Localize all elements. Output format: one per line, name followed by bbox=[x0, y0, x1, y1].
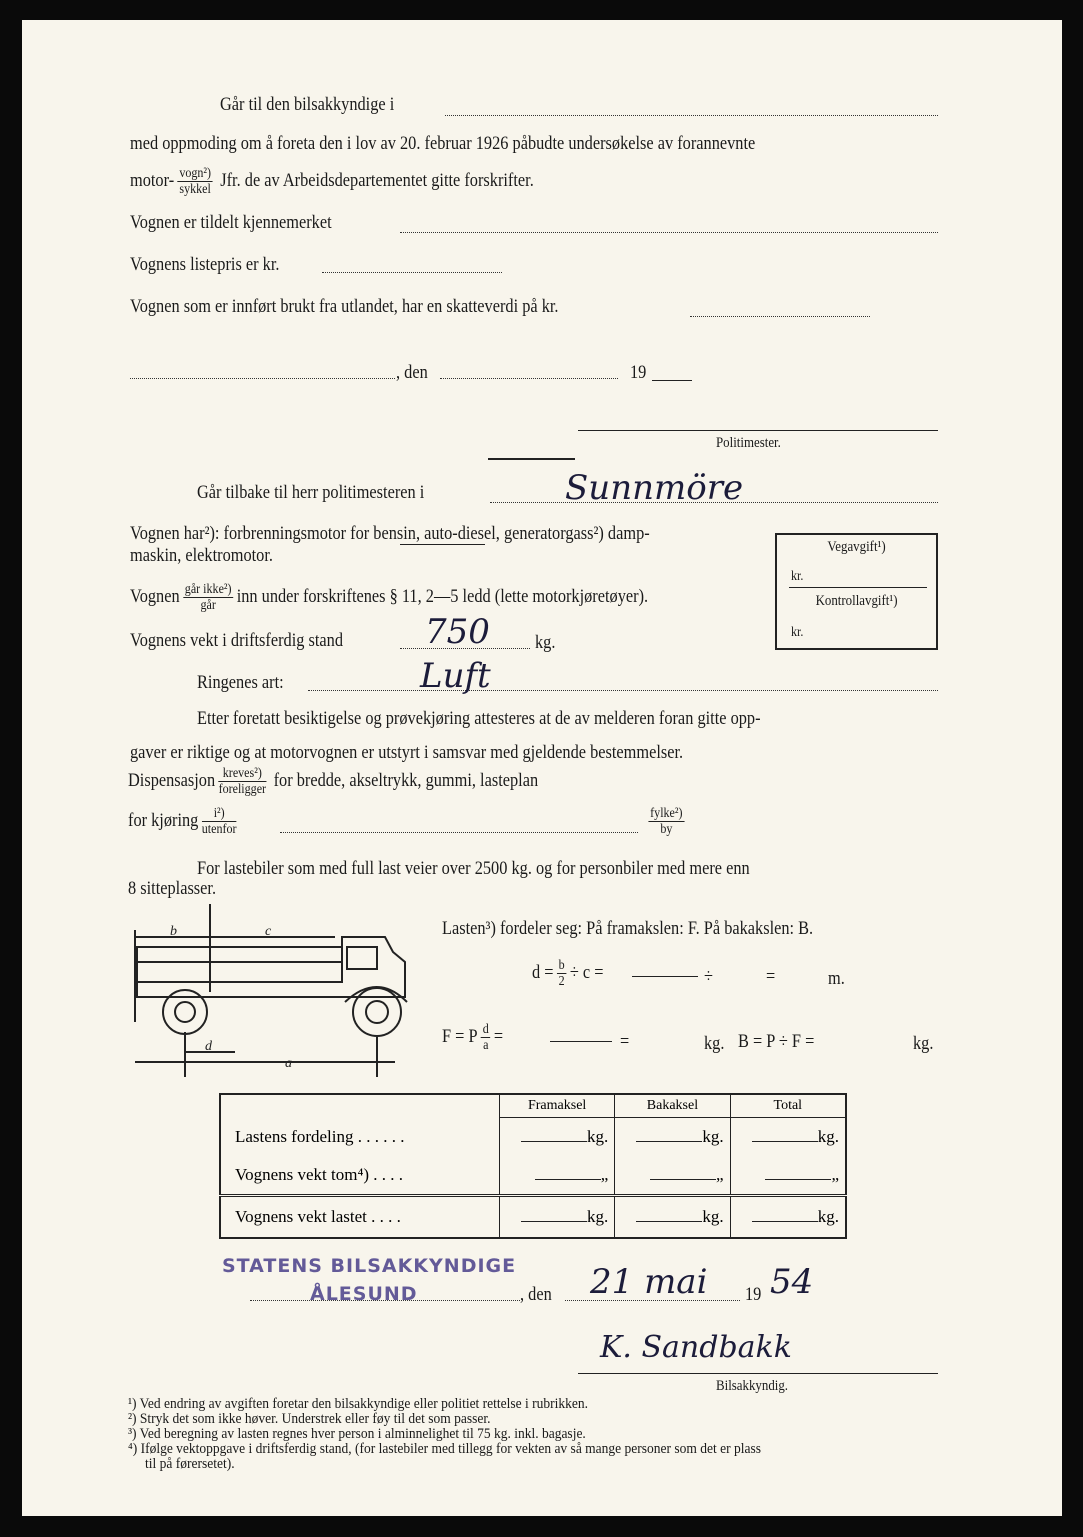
attest-line-1: Etter foretatt besiktigelse og prøvekjøring attesteres at de av melderen foran gitte opp- bbox=[197, 708, 761, 729]
header-rear-axle: Bakaksel bbox=[615, 1094, 730, 1118]
load-title: Lasten³) fordeler seg: På framakslen: F. På bakakslen: B. bbox=[442, 918, 814, 939]
class-prefix: Vognen bbox=[130, 585, 180, 607]
table-header-row bbox=[220, 1094, 846, 1118]
return-location-handwritten: Sunnmöre bbox=[565, 468, 744, 508]
diagram-label-a: a bbox=[285, 1056, 292, 1071]
rear-cell[interactable] bbox=[615, 1118, 730, 1156]
road-fee-field[interactable] bbox=[789, 587, 927, 588]
plate-field[interactable] bbox=[400, 232, 938, 233]
bensin-underline bbox=[400, 544, 485, 545]
frac-bottom: foreligger bbox=[218, 782, 267, 797]
header-total: Total bbox=[730, 1094, 846, 1118]
unit: kg. bbox=[702, 1207, 724, 1227]
police-title: Politimester. bbox=[716, 435, 781, 451]
divider bbox=[488, 458, 575, 460]
formula-2-fraction bbox=[481, 1022, 490, 1053]
frac-top: i²) bbox=[202, 806, 237, 822]
formula-1-mid: ÷ c = bbox=[569, 961, 604, 983]
den-label: , den bbox=[396, 362, 428, 383]
place-field-2[interactable] bbox=[250, 1300, 520, 1301]
unit: „ bbox=[716, 1165, 724, 1185]
year-prefix-2: 19 bbox=[745, 1284, 762, 1305]
rear-cell[interactable] bbox=[615, 1196, 730, 1238]
disp-prefix: Dispensasjon bbox=[128, 769, 216, 791]
tyres-handwritten: Luft bbox=[420, 656, 491, 696]
frac-bottom: går bbox=[200, 598, 216, 613]
attest-line-2: gaver er riktige og at motorvognen er utstyrt i samsvar med gjeldende bestemmelser. bbox=[130, 742, 684, 763]
unit: kg. bbox=[817, 1126, 839, 1146]
road-fee-kr: kr. bbox=[791, 569, 804, 584]
unit: kg. bbox=[702, 1126, 724, 1146]
frac-bottom: utenfor bbox=[201, 822, 237, 837]
drive-line bbox=[128, 806, 240, 837]
unit: kg. bbox=[587, 1207, 609, 1227]
to-expert-label: Går til den bilsakkyndige i bbox=[220, 94, 395, 115]
formula-1-eq: = bbox=[766, 966, 776, 987]
row-label: Vognens vekt lastet . . . . bbox=[220, 1196, 500, 1238]
formula-2 bbox=[442, 1022, 503, 1053]
engine-line-1: Vognen har²): forbrenningsmotor for bensin, auto-diesel, generatorgass²) damp- bbox=[130, 523, 650, 544]
formula-2-left: F = P bbox=[442, 1025, 478, 1047]
motor-line bbox=[130, 166, 534, 197]
rear-cell[interactable] bbox=[615, 1156, 730, 1196]
year-prefix: 19 bbox=[630, 362, 647, 383]
county-fraction bbox=[648, 806, 684, 837]
signature-line bbox=[578, 1373, 938, 1374]
list-price-label: Vognens listepris er kr. bbox=[130, 254, 280, 275]
return-label: Går tilbake til herr politimesteren i bbox=[197, 482, 425, 503]
frac-bottom: a bbox=[483, 1038, 489, 1053]
weight-label: Vognens vekt i driftsferdig stand bbox=[130, 630, 343, 651]
heavy-line-1: For lastebiler som med full last veier over 2500 kg. og for personbiler med mere enn bbox=[197, 858, 750, 879]
formula-1-unit: m. bbox=[828, 968, 845, 989]
signer-title: Bilsakkyndig. bbox=[716, 1378, 789, 1394]
fee-box bbox=[775, 533, 938, 650]
stamp-line-2: ÅLESUND bbox=[310, 1283, 418, 1305]
weight-handwritten: 750 bbox=[425, 612, 490, 652]
expert-location-field[interactable] bbox=[445, 115, 938, 116]
disp-fraction bbox=[219, 766, 266, 797]
class-fraction bbox=[183, 582, 233, 613]
frac-top: b bbox=[558, 958, 565, 973]
table-row bbox=[220, 1196, 846, 1238]
footnote-3: ³) Ved beregning av lasten regnes hver person i alminnelighet til 75 kg. inkl. bagasje. bbox=[128, 1426, 586, 1442]
weight-unit: kg. bbox=[535, 632, 556, 653]
police-signature-line bbox=[578, 430, 938, 431]
tyres-label: Ringenes art: bbox=[197, 672, 284, 693]
control-fee-label: Kontrollavgift¹) bbox=[815, 593, 898, 609]
signature: K. Sandbakk bbox=[600, 1330, 792, 1365]
formula-2-unit: kg. bbox=[704, 1033, 725, 1054]
formula-1-div: ÷ bbox=[704, 966, 713, 987]
motor-fraction bbox=[178, 166, 213, 197]
frac-top: fylke²) bbox=[650, 806, 683, 821]
date-handwritten: 21 mai bbox=[590, 1262, 708, 1302]
year-handwritten: 54 bbox=[770, 1262, 814, 1302]
diagram-label-c: c bbox=[265, 924, 272, 939]
front-cell[interactable] bbox=[500, 1196, 615, 1238]
unit: kg. bbox=[817, 1207, 839, 1227]
formula-2-eq: = bbox=[493, 1025, 504, 1047]
front-cell[interactable] bbox=[500, 1118, 615, 1156]
class-line bbox=[130, 582, 648, 613]
footnote-2: ²) Stryk det som ikke høver. Understrek eller føy til det som passer. bbox=[128, 1411, 491, 1427]
frac-bottom: 2 bbox=[558, 974, 565, 989]
request-text: med oppmoding om å foreta den i lov av 20. februar 1926 påbudte undersøkelse av forannevnte bbox=[130, 133, 756, 154]
motor-suffix: Jfr. de av Arbeidsdepartementet gitte forskrifter. bbox=[220, 169, 534, 191]
header-blank bbox=[220, 1094, 500, 1118]
frac-top: vogn²) bbox=[179, 166, 212, 181]
drive-fraction-2 bbox=[645, 806, 688, 837]
total-cell[interactable] bbox=[730, 1196, 846, 1238]
formula-1-blank[interactable] bbox=[632, 976, 698, 977]
place-field[interactable] bbox=[130, 378, 395, 379]
formula-1-left: d = bbox=[532, 961, 554, 983]
load-distribution-table bbox=[219, 1093, 847, 1239]
formula-2-b: B = P ÷ F = bbox=[738, 1031, 815, 1052]
truck-diagram bbox=[125, 902, 415, 1082]
front-cell[interactable] bbox=[500, 1156, 615, 1196]
diagram-label-b: b bbox=[170, 924, 177, 939]
footnote-4: ⁴) Ifølge vektoppgave i driftsferdig stand, (for lastebiler med tillegg for vekten av så mange personer som det er plass bbox=[128, 1441, 762, 1457]
footnote-1: ¹) Ved endring av avgiften foretar den bilsakkyndige eller politiet rettelse i rubrikken. bbox=[128, 1396, 589, 1412]
formula-1-fraction bbox=[557, 958, 566, 989]
control-fee-kr: kr. bbox=[791, 625, 804, 640]
motor-prefix: motor- bbox=[130, 169, 175, 191]
road-fee-label: Vegavgift¹) bbox=[827, 539, 886, 555]
formula-2-blank[interactable] bbox=[550, 1041, 612, 1042]
unit: „ bbox=[831, 1165, 839, 1185]
frac-bottom: sykkel bbox=[179, 182, 211, 197]
formula-2-eq2: = bbox=[620, 1031, 630, 1052]
total-cell[interactable] bbox=[730, 1118, 846, 1156]
unit: „ bbox=[600, 1165, 609, 1185]
frac-top: går ikke²) bbox=[184, 582, 232, 597]
footnote-4-cont: til på førersetet). bbox=[145, 1456, 235, 1472]
den-label-2: , den bbox=[520, 1284, 552, 1305]
table-row bbox=[220, 1118, 846, 1156]
tax-value-label: Vognen som er innført brukt fra utlandet, har en skatteverdi på kr. bbox=[130, 296, 559, 317]
frac-bottom: by bbox=[660, 822, 673, 837]
tyres-field[interactable] bbox=[308, 690, 938, 691]
drive-field[interactable] bbox=[280, 832, 638, 833]
frac-top: d bbox=[482, 1022, 489, 1037]
drive-fraction bbox=[202, 806, 237, 837]
table-row bbox=[220, 1156, 846, 1196]
class-suffix: inn under forskriftenes § 11, 2—5 ledd (lette motorkjøretøyer). bbox=[236, 585, 649, 607]
list-price-field[interactable] bbox=[322, 272, 502, 273]
diagram-label-d: d bbox=[205, 1039, 212, 1054]
header-front-axle: Framaksel bbox=[500, 1094, 615, 1118]
row-label: Lastens fordeling . . . . . . bbox=[235, 1126, 405, 1146]
heavy-line-2: 8 sitteplasser. bbox=[128, 878, 217, 899]
drive-prefix: for kjøring bbox=[128, 809, 199, 831]
year-field[interactable] bbox=[652, 380, 692, 381]
engine-line-2: maskin, elektromotor. bbox=[130, 545, 273, 566]
dispensation-line bbox=[128, 766, 538, 797]
formula-2-unit2: kg. bbox=[913, 1033, 934, 1054]
plate-label: Vognen er tildelt kjennemerket bbox=[130, 212, 332, 233]
unit: kg. bbox=[587, 1126, 609, 1146]
formula-1 bbox=[532, 958, 603, 989]
tax-value-field[interactable] bbox=[690, 316, 870, 317]
date-field[interactable] bbox=[440, 378, 618, 379]
total-cell[interactable] bbox=[730, 1156, 846, 1196]
disp-suffix: for bredde, akseltrykk, gummi, lasteplan bbox=[273, 769, 539, 791]
stamp-line-1: STATENS BILSAKKYNDIGE bbox=[222, 1255, 517, 1277]
row-label: Vognens vekt tom⁴) . . . . bbox=[235, 1165, 404, 1185]
frac-top: kreves²) bbox=[219, 766, 266, 782]
